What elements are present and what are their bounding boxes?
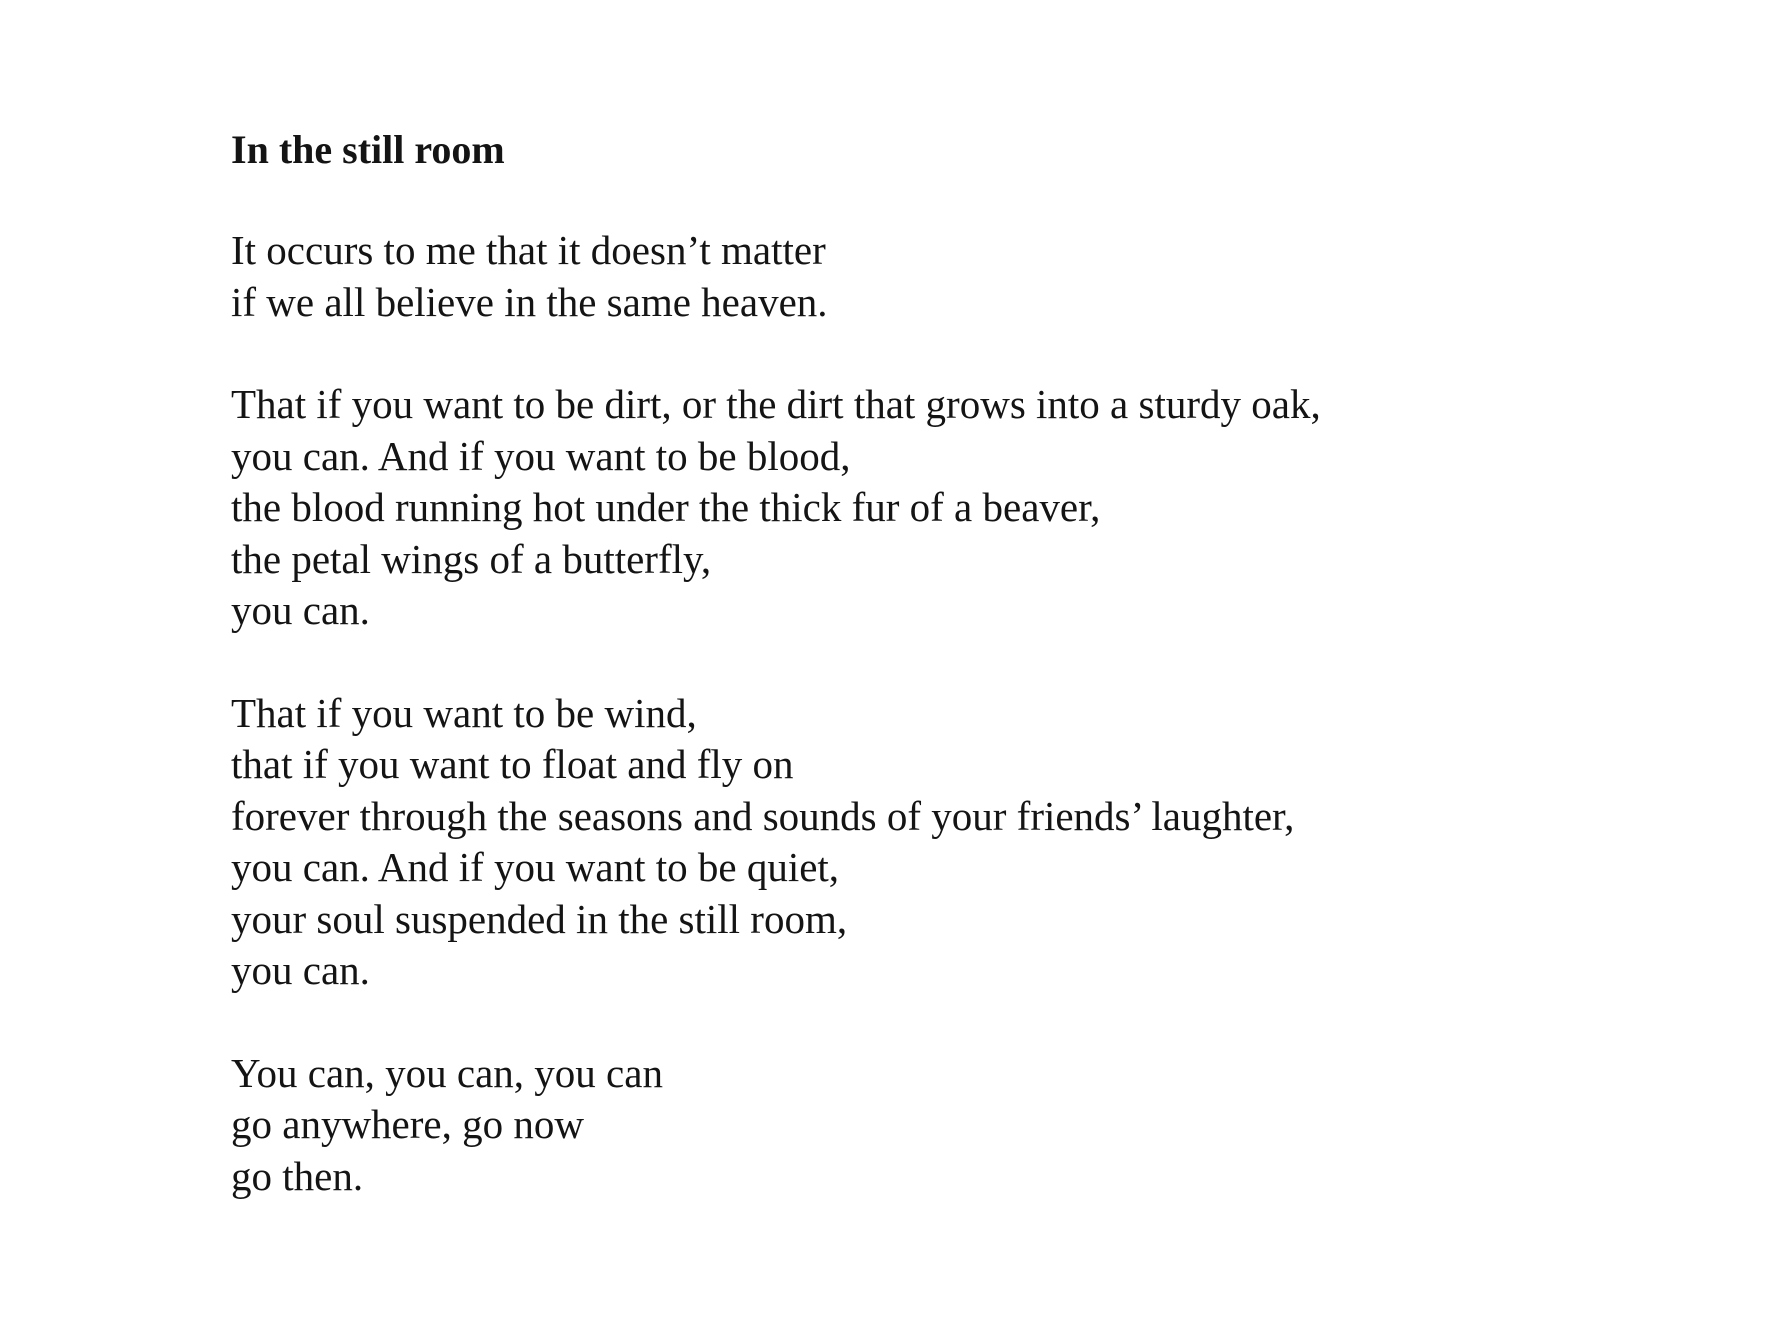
poem-line: You can, you can, you can — [231, 1049, 663, 1096]
poem-line: your soul suspended in the still room, — [231, 895, 848, 942]
poem-line: It occurs to me that it doesn’t matter — [231, 227, 826, 273]
poem-line: go then. — [231, 1152, 364, 1199]
poem-line: the petal wings of a butterfly, — [231, 535, 712, 582]
poem-line: you can. And if you want to be quiet, — [231, 844, 840, 890]
poem — [231, 124, 1321, 1202]
poem-line: the blood running hot under the thick fur of a beaver, — [231, 484, 1101, 530]
poem-line: you can. — [231, 947, 370, 993]
stanza-3 — [231, 688, 1321, 997]
poem-title: In the still room — [231, 127, 505, 172]
poem-line: That if you want to be dirt, or the dirt that grows into a sturdy oak, — [231, 381, 1321, 427]
poem-line: if we all believe in the same heaven. — [231, 278, 828, 325]
poem-line: go anywhere, go now — [231, 1101, 584, 1147]
stanza-1 — [231, 225, 1321, 328]
poem-line: you can. And if you want to be blood, — [231, 432, 851, 479]
poem-line: forever through the seasons and sounds of your friends’ laughter, — [231, 792, 1295, 839]
poem-line: you can. — [231, 587, 370, 633]
stanza-4 — [231, 1048, 1321, 1203]
poem-line: That if you want to be wind, — [231, 689, 697, 736]
poem-line: that if you want to float and fly on — [231, 741, 794, 787]
stanza-2 — [231, 379, 1321, 637]
